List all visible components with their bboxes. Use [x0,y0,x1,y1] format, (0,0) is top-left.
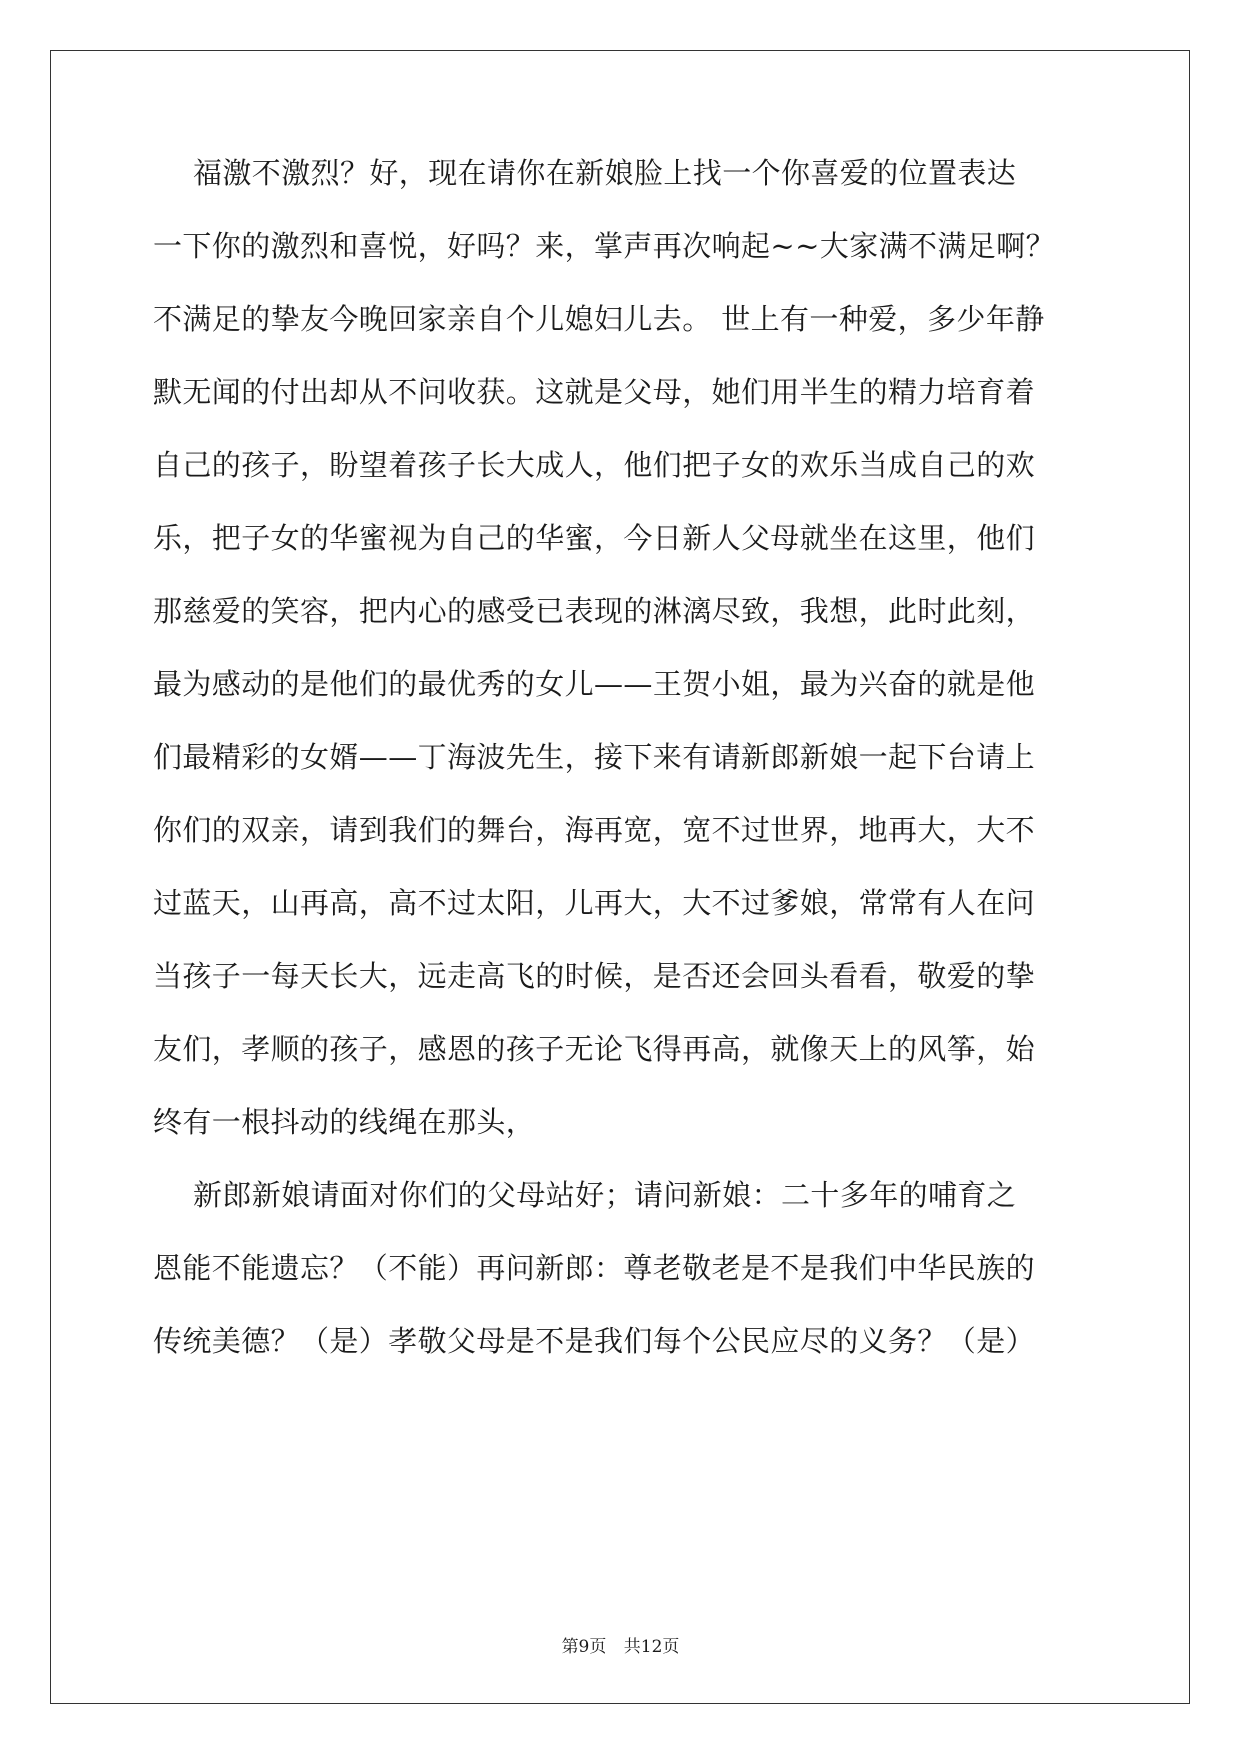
text-line: 自己的孩子，盼望着孩子长大成人，他们把子女的欢乐当成自己的欢 [153,448,1036,482]
text-line: 过蓝天，山再高，高不过太阳，儿再大，大不过爹娘，常常有人在问 [153,886,1036,920]
text-line: 福激不激烈？好，现在请你在新娘脸上找一个你喜爱的位置表达 [193,156,1017,190]
page-total: 共12页 [623,1637,680,1657]
text-line: 终有一根抖动的线绳在那头， [153,1105,536,1139]
text-line: 你们的双亲，请到我们的舞台，海再宽，宽不过世界，地再大，大不 [153,813,1036,847]
text-line: 不满足的挚友今晚回家亲自个儿媳妇儿去。 世上有一种爱，多少年静 [153,302,1045,336]
text-line: 当孩子一每天长大，远走高飞的时候，是否还会回头看看，敬爱的挚 [153,959,1036,993]
page-number: 第9页 [561,1637,607,1657]
text-line: 默无闻的付出却从不问收获。这就是父母，她们用半生的精力培育着 [153,375,1036,409]
text-line: 乐，把子女的华蜜视为自己的华蜜，今日新人父母就坐在这里，他们 [153,521,1036,555]
page-footer [0,1632,1241,1657]
text-line: 一下你的激烈和喜悦，好吗？来，掌声再次响起~~大家满不满足啊？ [153,229,1055,263]
text-line: 友们，孝顺的孩子，感恩的孩子无论飞得再高，就像天上的风筝，始 [153,1032,1036,1066]
text-line: 那慈爱的笑容，把内心的感受已表现的淋漓尽致，我想，此时此刻， [153,594,1036,628]
text-line: 传统美德？（是）孝敬父母是不是我们每个公民应尽的义务？（是） [153,1324,1036,1358]
text-line: 新郎新娘请面对你们的父母站好；请问新娘：二十多年的哺育之 [193,1178,1017,1212]
text-line: 们最精彩的女婿——丁海波先生，接下来有请新郎新娘一起下台请上 [153,740,1036,774]
page-border [50,50,1190,1704]
text-line: 恩能不能遗忘？（不能）再问新郎：尊老敬老是不是我们中华民族的 [153,1251,1036,1285]
text-line: 最为感动的是他们的最优秀的女儿——王贺小姐，最为兴奋的就是他 [153,667,1036,701]
